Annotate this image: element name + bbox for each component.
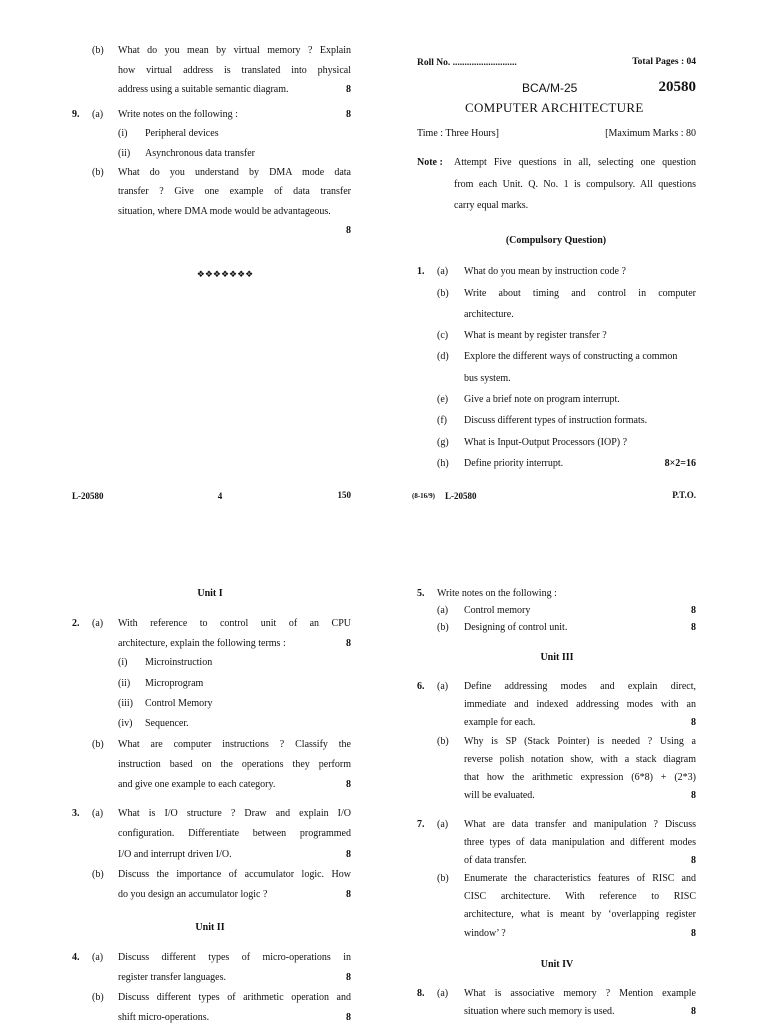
q8a-label: (a) bbox=[437, 988, 449, 999]
unit-4-heading: Unit IV bbox=[540, 959, 574, 970]
q5b-label: (b) bbox=[437, 622, 449, 633]
note-line: carry equal marks. bbox=[454, 200, 529, 211]
q7a-line: What are data transfer and manipulation ? Discuss bbox=[464, 819, 696, 830]
q3-number: 3. bbox=[72, 808, 80, 819]
q1g-label: (g) bbox=[437, 437, 449, 448]
unit-2-heading: Unit II bbox=[195, 922, 225, 933]
q3b-line: do you design an accumulator logic ? bbox=[118, 889, 268, 900]
q7b-line: CISC architecture. With reference to RISC bbox=[464, 891, 696, 902]
q5b-marks: 8 bbox=[691, 622, 696, 633]
q3a-line: configuration. Differentiate between programmed bbox=[118, 828, 351, 839]
q4b-line: shift micro-operations. bbox=[118, 1012, 210, 1023]
footer-paper-code: L-20580 bbox=[72, 491, 104, 501]
q6a-label: (a) bbox=[437, 681, 449, 692]
q8-number: 8. bbox=[417, 988, 425, 999]
q8b-marks: 8 bbox=[346, 84, 351, 95]
q7b-line: Enumerate the characteristics features of RISC and bbox=[464, 873, 696, 884]
q1a-label: (a) bbox=[437, 266, 449, 277]
q9a-text: Write notes on the following : bbox=[118, 109, 238, 120]
paper-code: 20580 bbox=[658, 79, 696, 95]
unit-3-heading: Unit III bbox=[540, 652, 574, 663]
q6b-line: Why is SP (Stack Pointer) is needed ? Using a bbox=[464, 736, 696, 747]
unit-1-heading: Unit I bbox=[197, 588, 223, 599]
q1d-text: bus system. bbox=[464, 373, 511, 384]
q9a-i-text: Peripheral devices bbox=[145, 128, 219, 139]
q3a-label: (a) bbox=[92, 808, 104, 819]
q5a-label: (a) bbox=[437, 605, 449, 616]
q1d-label: (d) bbox=[437, 351, 449, 362]
q8a-line: What is associative memory ? Mention example bbox=[464, 988, 696, 999]
q1f-text: Discuss different types of instruction formats. bbox=[464, 415, 648, 426]
q9a-label: (a) bbox=[92, 109, 104, 120]
q5a-text: Control memory bbox=[464, 605, 531, 616]
q4b-marks: 8 bbox=[346, 1012, 351, 1023]
q6a-line: example for each. bbox=[464, 717, 536, 728]
q2a-ii-text: Microprogram bbox=[145, 678, 204, 689]
q1d-text: Explore the different ways of constructing a common bbox=[464, 351, 678, 362]
q6b-label: (b) bbox=[437, 736, 449, 747]
q6a-line: immediate and indexed addressing modes with an bbox=[464, 699, 696, 710]
q9a-ii-text: Asynchronous data transfer bbox=[145, 148, 255, 159]
note-label: Note : bbox=[417, 157, 443, 168]
q4a-line: Discuss different types of micro-operations in bbox=[118, 952, 351, 963]
q4a-marks: 8 bbox=[346, 972, 351, 983]
maximum-marks: [Maximum Marks : 80 bbox=[605, 128, 696, 139]
q2b-line: What are computer instructions ? Classify the bbox=[118, 739, 351, 750]
q2a-iii-label: (iii) bbox=[118, 698, 133, 709]
q9b-line: transfer ? Give one example of data transfer bbox=[118, 186, 351, 197]
q8a-marks: 8 bbox=[691, 1006, 696, 1017]
subject-title: COMPUTER ARCHITECTURE bbox=[465, 100, 644, 115]
q1c-label: (c) bbox=[437, 330, 449, 341]
q1e-label: (e) bbox=[437, 394, 449, 405]
q3a-marks: 8 bbox=[346, 849, 351, 860]
note-line: Attempt Five questions in all, selecting one question bbox=[454, 157, 696, 168]
q6b-line: reverse polish notation show, with a stack diagram bbox=[464, 754, 696, 765]
q5-number: 5. bbox=[417, 588, 425, 599]
total-pages: Total Pages : 04 bbox=[632, 57, 696, 67]
q4a-line: register transfer languages. bbox=[118, 972, 227, 983]
q8a-line: situation where such memory is used. bbox=[464, 1006, 615, 1017]
q7b-line: window’ ? bbox=[464, 928, 506, 939]
q1g-text: What is Input-Output Processors (IOP) ? bbox=[464, 437, 628, 448]
q2b-marks: 8 bbox=[346, 779, 351, 790]
q7a-line: of data transfer. bbox=[464, 855, 527, 866]
q2a-iv-text: Sequencer. bbox=[145, 718, 189, 729]
exam-time: Time : Three Hours] bbox=[417, 128, 499, 139]
q2a-line: architecture, explain the following terms : bbox=[118, 638, 286, 649]
q5-text: Write notes on the following : bbox=[437, 588, 557, 599]
q6-number: 6. bbox=[417, 681, 425, 692]
q5a-marks: 8 bbox=[691, 605, 696, 616]
q9-number: 9. bbox=[72, 109, 80, 120]
q2a-marks: 8 bbox=[346, 638, 351, 649]
note-line: from each Unit. Q. No. 1 is compulsory. All questions bbox=[454, 179, 696, 190]
q7a-marks: 8 bbox=[691, 855, 696, 866]
q9a-ii-label: (ii) bbox=[118, 148, 131, 159]
footer-pto: P.T.O. bbox=[672, 490, 696, 500]
q9b-line: What do you understand by DMA mode data bbox=[118, 167, 351, 178]
q2b-line: instruction based on the operations they perform bbox=[118, 759, 351, 770]
footer-paper-code: L-20580 bbox=[445, 491, 477, 501]
q9a-i-label: (i) bbox=[118, 128, 128, 139]
q8b-label: (b) bbox=[92, 45, 104, 56]
roll-number: Roll No. ........................... bbox=[417, 58, 517, 68]
q2a-i-label: (i) bbox=[118, 657, 128, 668]
q8b-line: What do you mean by virtual memory ? Explain bbox=[118, 45, 351, 56]
q2a-iii-text: Control Memory bbox=[145, 698, 213, 709]
q2a-i-text: Microinstruction bbox=[145, 657, 213, 668]
q3a-line: What is I/O structure ? Draw and explain I/O bbox=[118, 808, 351, 819]
footer-print-code: (8-16/9) bbox=[412, 492, 435, 500]
q3b-line: Discuss the importance of accumulator logic. How bbox=[118, 869, 351, 880]
q1f-label: (f) bbox=[437, 415, 447, 426]
q2b-label: (b) bbox=[92, 739, 104, 750]
q1-number: 1. bbox=[417, 266, 425, 277]
q3b-label: (b) bbox=[92, 869, 104, 880]
q7a-line: three types of data manipulation and different modes bbox=[464, 837, 696, 848]
q2a-iv-label: (iv) bbox=[118, 718, 133, 729]
q1a-text: What do you mean by instruction code ? bbox=[464, 266, 626, 277]
q1c-text: What is meant by register transfer ? bbox=[464, 330, 607, 341]
q9b-label: (b) bbox=[92, 167, 104, 178]
q4a-label: (a) bbox=[92, 952, 104, 963]
end-ornament: ❖❖❖❖❖❖❖ bbox=[196, 269, 254, 279]
q1h-label: (h) bbox=[437, 458, 449, 469]
q2a-line: With reference to control unit of an CPU bbox=[118, 618, 351, 629]
q9a-marks: 8 bbox=[346, 109, 351, 120]
q6a-line: Define addressing modes and explain direct, bbox=[464, 681, 696, 692]
q6b-line: will be evaluated. bbox=[464, 790, 535, 801]
q7a-label: (a) bbox=[437, 819, 449, 830]
q1-marks: 8×2=16 bbox=[664, 458, 696, 469]
q2b-line: and give one example to each category. bbox=[118, 779, 276, 790]
q1h-text: Define priority interrupt. bbox=[464, 458, 564, 469]
q2a-label: (a) bbox=[92, 618, 104, 629]
q7b-marks: 8 bbox=[691, 928, 696, 939]
q1b-text: architecture. bbox=[464, 309, 514, 320]
q5b-text: Designing of control unit. bbox=[464, 622, 568, 633]
q7-number: 7. bbox=[417, 819, 425, 830]
q8b-line: address using a suitable semantic diagram. bbox=[118, 84, 289, 95]
q7b-line: architecture, what is meant by ‘overlapping register bbox=[464, 909, 696, 920]
q1b-label: (b) bbox=[437, 288, 449, 299]
q2a-ii-label: (ii) bbox=[118, 678, 131, 689]
q6b-marks: 8 bbox=[691, 790, 696, 801]
course-code: BCA/M-25 bbox=[522, 81, 578, 95]
q6a-marks: 8 bbox=[691, 717, 696, 728]
q4b-label: (b) bbox=[92, 992, 104, 1003]
footer-count: 150 bbox=[337, 490, 351, 500]
q8b-line: how virtual address is translated into physical bbox=[118, 65, 351, 76]
q1e-text: Give a brief note on program interrupt. bbox=[464, 394, 620, 405]
q6b-line: that how the arithmetic expression (6*8) + (2*3) bbox=[464, 772, 696, 783]
compulsory-heading: (Compulsory Question) bbox=[505, 235, 607, 246]
q2-number: 2. bbox=[72, 618, 80, 629]
q4-number: 4. bbox=[72, 952, 80, 963]
q9b-line: situation, where DMA mode would be advantageous. bbox=[118, 206, 331, 217]
q9b-marks: 8 bbox=[346, 225, 351, 236]
q3b-marks: 8 bbox=[346, 889, 351, 900]
q7b-label: (b) bbox=[437, 873, 449, 884]
q4b-line: Discuss different types of arithmetic operation and bbox=[118, 992, 351, 1003]
footer-page-number: 4 bbox=[217, 491, 223, 501]
q3a-line: I/O and interrupt driven I/O. bbox=[118, 849, 232, 860]
q1b-text: Write about timing and control in computer bbox=[464, 288, 696, 299]
